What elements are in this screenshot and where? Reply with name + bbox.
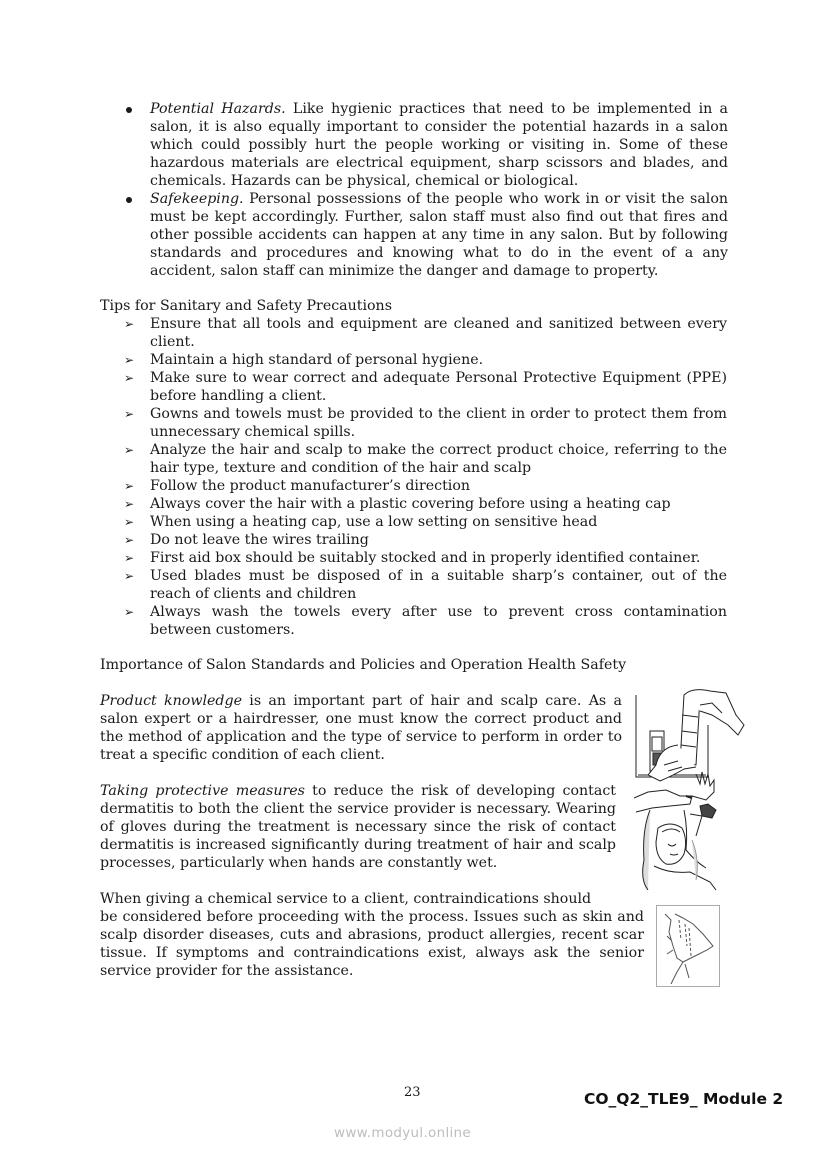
tip-item bbox=[124, 405, 727, 441]
tip-item bbox=[124, 567, 727, 603]
product-knowledge-paragraph bbox=[100, 692, 622, 764]
arrow-bullet-icon: ➢ bbox=[124, 479, 135, 493]
tip-text: Maintain a high standard of personal hygiene. bbox=[150, 352, 484, 368]
gloves-and-client-illustration bbox=[630, 770, 725, 892]
bullet-item-potential-hazards bbox=[122, 100, 728, 190]
tip-text: When using a heating cap, use a low setting on sensitive head bbox=[150, 514, 598, 530]
tips-heading: Tips for Sanitary and Safety Precautions bbox=[100, 298, 392, 314]
paragraph-term: Product knowledge bbox=[100, 693, 242, 709]
arrow-bullet-icon: ➢ bbox=[124, 515, 135, 529]
tip-item bbox=[124, 315, 727, 351]
arrow-bullet-icon: ➢ bbox=[124, 317, 135, 331]
watermark: www.modyul.online bbox=[334, 1125, 472, 1141]
tip-item bbox=[124, 477, 727, 495]
arrow-bullet-icon: ➢ bbox=[124, 407, 135, 421]
tip-item bbox=[124, 603, 727, 639]
tip-text: Always wash the towels every after use to prevent cross contamination between customers. bbox=[150, 604, 727, 638]
tip-text: Analyze the hair and scalp to make the correct product choice, referring to the hair type, texture and condition of the hair and scalp bbox=[150, 442, 727, 476]
bullet-text: Personal possessions of the people who work in or visit the salon must be kept accordingly. Further, salon staff must also find out that fires and other possible accidents can happen at any time in any salon. But by following standards and procedures and knowing what to do in the event of a any accident, salon staff can minimize the danger and damage to property. bbox=[150, 191, 728, 279]
tip-text: Always cover the hair with a plastic covering before using a heating cap bbox=[150, 496, 671, 512]
paragraph-text: be considered before proceeding with the process. Issues such as skin and scalp disorder diseases, cuts and abrasions, product allergies, recent scar tissue. If symptoms and contraindications exist, always ask the senior service provider for the assistance. bbox=[100, 909, 644, 979]
scalp-illustration bbox=[656, 905, 720, 987]
glove-shape bbox=[692, 772, 714, 800]
arrow-bullet-icon: ➢ bbox=[124, 497, 135, 511]
arrow-bullet-icon: ➢ bbox=[124, 353, 135, 367]
importance-heading: Importance of Salon Standards and Policies and Operation Health Safety bbox=[100, 657, 627, 673]
bullet-dot-icon bbox=[126, 107, 132, 113]
page-number: 23 bbox=[404, 1085, 421, 1100]
tip-item bbox=[124, 495, 727, 513]
arrow-bullet-icon: ➢ bbox=[124, 371, 135, 385]
arrow-bullet-icon: ➢ bbox=[124, 605, 135, 619]
bullet-term: Safekeeping. bbox=[150, 191, 244, 207]
paragraph-text: to reduce the risk of developing contact dermatitis to both the client the service provider is necessary. Wearing of gloves during the treatment is necessary since the risk of contact dermatitis is increased significantly during treatment of hair and scalp processes, particularly when hands are constantly wet. bbox=[100, 783, 616, 871]
bullet-text: Like hygienic practices that need to be implemented in a salon, it is also equally important to consider the potential hazards in a salon which could possibly hurt the people working or visiting in. Some of these hazardous materials are electrical equipment, sharp scissors and blades, and chemicals. Hazards can be physical, chemical or biological. bbox=[150, 101, 728, 189]
tip-item bbox=[124, 513, 727, 531]
arrow-bullet-icon: ➢ bbox=[124, 551, 135, 565]
tips-list bbox=[124, 315, 727, 639]
arrow-bullet-icon: ➢ bbox=[124, 443, 135, 457]
tip-text: Follow the product manufacturer’s direction bbox=[150, 478, 471, 494]
tip-text: Do not leave the wires trailing bbox=[150, 532, 369, 548]
paragraph-term: Taking protective measures bbox=[100, 783, 305, 799]
tip-item bbox=[124, 531, 727, 549]
protective-measures-paragraph bbox=[100, 782, 616, 872]
chemical-service-paragraph bbox=[100, 890, 644, 980]
tip-item bbox=[124, 351, 727, 369]
tip-item bbox=[124, 441, 727, 477]
bullet-item-safekeeping bbox=[122, 190, 728, 280]
bullet-term: Potential Hazards. bbox=[150, 101, 286, 117]
tip-text: First aid box should be suitably stocked and in properly identified container. bbox=[150, 550, 701, 566]
tip-text: Make sure to wear correct and adequate Personal Protective Equipment (PPE) before handling a client. bbox=[150, 370, 727, 404]
tip-text: Ensure that all tools and equipment are cleaned and sanitized between every client. bbox=[150, 316, 727, 350]
arrow-bullet-icon: ➢ bbox=[124, 569, 135, 583]
tip-text: Gowns and towels must be provided to the client in order to protect them from unnecessary chemical spills. bbox=[150, 406, 727, 440]
module-code: CO_Q2_TLE9_ Module 2 bbox=[584, 1090, 784, 1108]
tip-item bbox=[124, 549, 727, 567]
arrow-bullet-icon: ➢ bbox=[124, 533, 135, 547]
bullet-dot-icon bbox=[126, 197, 132, 203]
tip-text: Used blades must be disposed of in a suitable sharp’s container, out of the reach of clients and children bbox=[150, 568, 727, 602]
hazard-bullet-list bbox=[122, 100, 728, 280]
paragraph-first-line: When giving a chemical service to a client, contraindications should bbox=[100, 891, 592, 907]
paragraph-text: is an important part of hair and scalp care. As a salon expert or a hairdresser, one must know the correct product and the method of application and the type of service to perform in order to treat a specific condition of each client. bbox=[100, 693, 622, 763]
tip-item bbox=[124, 369, 727, 405]
